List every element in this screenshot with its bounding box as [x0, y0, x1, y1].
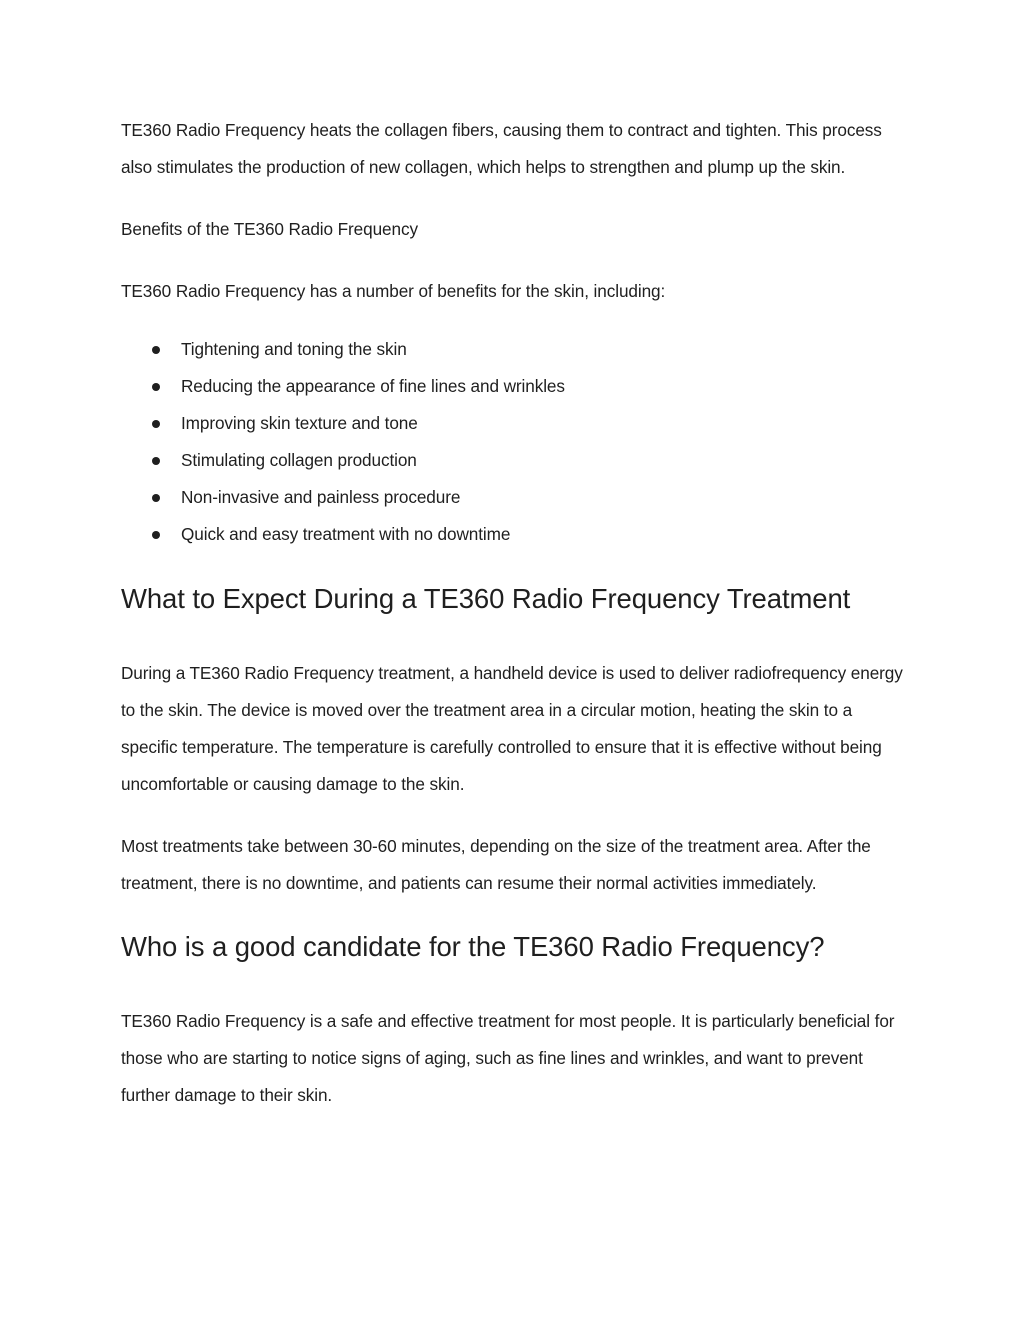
benefits-intro: TE360 Radio Frequency has a number of benefits for the skin, including: — [121, 281, 666, 301]
benefits-title: Benefits of the TE360 Radio Frequency — [121, 219, 418, 239]
bullet-icon — [152, 531, 160, 539]
list-item — [121, 331, 911, 368]
bullet-icon — [152, 494, 160, 502]
list-item-text: Improving skin texture and tone — [181, 413, 418, 433]
list-item — [121, 516, 911, 553]
list-item-text: Non-invasive and painless procedure — [181, 487, 461, 507]
bullet-icon — [152, 457, 160, 465]
list-item — [121, 405, 911, 442]
candidate-paragraph: TE360 Radio Frequency is a safe and effective treatment for most people. It is particularly beneficial for those who are starting to notice signs of aging, such as fine lines and wrinkles, and want to prevent further damage to their skin. — [121, 1011, 895, 1105]
list-item-text: Quick and easy treatment with no downtime — [181, 524, 511, 544]
list-item — [121, 368, 911, 405]
expect-paragraph-1: During a TE360 Radio Frequency treatment, a handheld device is used to deliver radiofrequency energy to the skin. The device is moved over the treatment area in a circular motion, heating the skin to a specific temperature. The temperature is carefully controlled to ensure that it is effective without being uncomfortable or causing damage to the skin. — [121, 663, 903, 794]
document-content — [121, 112, 911, 1139]
expect-paragraph-2: Most treatments take between 30-60 minutes, depending on the size of the treatment area. After the treatment, there is no downtime, and patients can resume their normal activities immediately. — [121, 836, 871, 893]
list-item — [121, 442, 911, 479]
list-item — [121, 479, 911, 516]
list-item-text: Reducing the appearance of fine lines and wrinkles — [181, 376, 565, 396]
intro-paragraph: TE360 Radio Frequency heats the collagen fibers, causing them to contract and tighten. This process also stimulates the production of new collagen, which helps to strengthen and plump up the skin. — [121, 120, 882, 177]
bullet-icon — [152, 420, 160, 428]
bullet-icon — [152, 383, 160, 391]
list-item-text: Stimulating collagen production — [181, 450, 417, 470]
candidate-heading: Who is a good candidate for the TE360 Radio Frequency? — [121, 931, 825, 962]
expect-heading: What to Expect During a TE360 Radio Frequency Treatment — [121, 583, 851, 614]
bullet-icon — [152, 346, 160, 354]
list-item-text: Tightening and toning the skin — [181, 339, 407, 359]
benefits-list — [121, 331, 911, 553]
